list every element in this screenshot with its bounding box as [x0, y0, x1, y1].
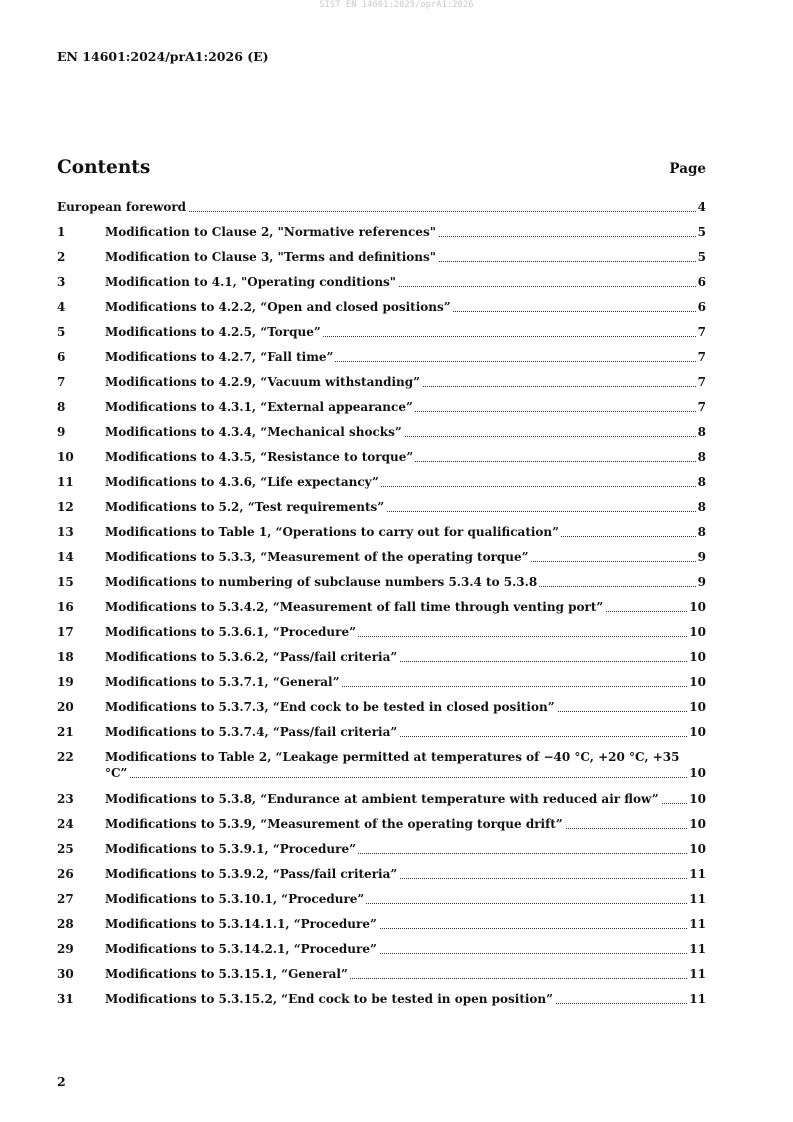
toc-entry-page: 6 — [697, 300, 706, 314]
toc-entry[interactable] — [57, 866, 706, 882]
toc-entry[interactable] — [57, 649, 706, 665]
toc-entry-page: 10 — [689, 792, 706, 806]
toc-entry-number: 29 — [57, 942, 74, 956]
toc-entry-title: Modifications to 4.3.4, “Mechanical shocks” — [105, 425, 402, 439]
toc-entry[interactable] — [57, 449, 706, 465]
toc-entry[interactable] — [57, 549, 706, 565]
toc-entry-number: 26 — [57, 867, 74, 881]
toc-entry-number: 20 — [57, 700, 74, 714]
toc-entry[interactable] — [57, 941, 706, 957]
toc-entry-number: 3 — [57, 275, 66, 289]
toc-entry-page: 11 — [689, 892, 706, 906]
toc-entry[interactable] — [57, 249, 706, 265]
toc-entry-title: Modifications to 4.2.5, “Torque” — [105, 325, 321, 339]
toc-entry-page: 11 — [689, 967, 706, 981]
toc-entry[interactable] — [57, 474, 706, 490]
page-column-label: Page — [669, 161, 706, 177]
toc-entry-title: Modifications to 5.3.6.1, “Procedure” — [105, 625, 356, 639]
toc-entry-page: 10 — [689, 675, 706, 689]
toc-entry[interactable] — [57, 224, 706, 240]
toc-entry-title: Modifications to 5.3.14.1.1, “Procedure” — [105, 917, 377, 931]
toc-entry-page: 6 — [697, 275, 706, 289]
toc-entry-title: Modifications to 5.3.10.1, “Procedure” — [105, 892, 365, 906]
toc-entry-title: Modifications to 5.3.6.2, “Pass/fail criteria” — [105, 650, 398, 664]
toc-entry-page: 11 — [689, 867, 706, 881]
toc-entry-number: 31 — [57, 992, 74, 1006]
toc-entry-number: 14 — [57, 550, 74, 564]
toc-entry[interactable] — [57, 724, 706, 740]
toc-entry-number: 2 — [57, 250, 66, 264]
toc-entry-title: Modifications to 4.2.9, “Vacuum withstanding” — [105, 375, 421, 389]
toc-entry-page: 8 — [697, 475, 706, 489]
toc-entry[interactable] — [57, 624, 706, 640]
toc-entry[interactable] — [57, 299, 706, 315]
toc-entry-number: 18 — [57, 650, 74, 664]
toc-entry[interactable] — [57, 816, 706, 832]
toc-entry-title: Modifications to 4.3.5, “Resistance to torque” — [105, 450, 414, 464]
toc-entry[interactable] — [57, 674, 706, 690]
toc-entry-page: 10 — [689, 842, 706, 856]
toc-entry-page: 10 — [689, 650, 706, 664]
toc-entry[interactable] — [57, 424, 706, 440]
toc-entry[interactable] — [57, 349, 706, 365]
toc-entry-title: Modifications to 5.3.8, “Endurance at ambient temperature with reduced air flow” — [105, 792, 659, 806]
toc-entry[interactable] — [57, 749, 706, 781]
toc-entry[interactable] — [57, 841, 706, 857]
toc-entry-title: Modification to Clause 3, "Terms and definitions" — [105, 250, 436, 264]
toc-entry-page: 11 — [689, 917, 706, 931]
toc-entry-title: Modifications to 5.3.9.2, “Pass/fail criteria” — [105, 867, 398, 881]
toc-entry-number: 19 — [57, 675, 74, 689]
toc-entry[interactable] — [57, 966, 706, 982]
toc-entry[interactable] — [57, 374, 706, 390]
toc-entry-title: Modification to Clause 2, "Normative references" — [105, 225, 436, 239]
toc-entry-title: Modifications to 5.3.15.2, “End cock to be tested in open position” — [105, 992, 554, 1006]
toc-entry-page: 8 — [697, 425, 706, 439]
toc-entry-page: 8 — [697, 450, 706, 464]
toc-entry-number: 1 — [57, 225, 66, 239]
toc-entry[interactable] — [57, 791, 706, 807]
toc-entry-number: 8 — [57, 400, 66, 414]
toc-entry-title: Modifications to 5.3.15.1, “General” — [105, 967, 348, 981]
toc-entry-number: 21 — [57, 725, 74, 739]
toc-entry-page: 7 — [697, 325, 706, 339]
toc-entry-number: 12 — [57, 500, 74, 514]
toc-entry-number: 25 — [57, 842, 74, 856]
toc-entry-title-continued: °C” — [105, 766, 128, 780]
toc-entry-title: Modifications to numbering of subclause numbers 5.3.4 to 5.3.8 — [105, 575, 538, 589]
toc-entry-title: European foreword — [57, 200, 187, 214]
document-header: EN 14601:2024/prA1:2026 (E) — [57, 49, 269, 64]
toc-entry-page: 10 — [689, 700, 706, 714]
toc-entry-page: 11 — [689, 992, 706, 1006]
toc-entry-number: 22 — [57, 750, 74, 764]
toc-entry-number: 5 — [57, 325, 66, 339]
toc-entry-page: 5 — [697, 225, 706, 239]
toc-entry-page: 7 — [697, 400, 706, 414]
toc-entry-page: 8 — [697, 500, 706, 514]
toc-entry[interactable] — [57, 891, 706, 907]
toc-entry[interactable] — [57, 991, 706, 1007]
toc-entry[interactable] — [57, 499, 706, 515]
toc-entry-page: 7 — [697, 375, 706, 389]
toc-entry-number: 10 — [57, 450, 74, 464]
toc-entry[interactable] — [57, 199, 706, 215]
toc-entry[interactable] — [57, 524, 706, 540]
toc-entry-page: 8 — [697, 525, 706, 539]
toc-entry-title: Modifications to 5.2, “Test requirements” — [105, 500, 385, 514]
toc-entry[interactable] — [57, 916, 706, 932]
toc-entry-title: Modifications to Table 1, “Operations to carry out for qualification” — [105, 525, 560, 539]
toc-entry-number: 15 — [57, 575, 74, 589]
toc-entry-number: 27 — [57, 892, 74, 906]
page-number: 2 — [57, 1074, 66, 1089]
toc-entry[interactable] — [57, 574, 706, 590]
contents-title: Contents — [57, 157, 151, 178]
toc-entry[interactable] — [57, 324, 706, 340]
toc-entry-title: Modifications to 5.3.14.2.1, “Procedure” — [105, 942, 377, 956]
toc-entry-title: Modifications to 5.3.7.1, “General” — [105, 675, 340, 689]
toc-entry-page: 9 — [697, 550, 706, 564]
watermark: SIST EN 14601:2025/oprA1:2026 — [319, 0, 474, 10]
toc-entry-title: Modifications to 4.3.6, “Life expectancy” — [105, 475, 379, 489]
toc-entry-number: 30 — [57, 967, 74, 981]
toc-entry-title: Modifications to 5.3.9, “Measurement of the operating torque drift” — [105, 817, 563, 831]
toc-entry-number: 7 — [57, 375, 66, 389]
toc-entry-page: 10 — [689, 625, 706, 639]
toc-entry-page: 10 — [689, 817, 706, 831]
toc-entry-title: Modifications to 4.3.1, “External appearance” — [105, 400, 413, 414]
toc-entry-title: Modifications to 5.3.4.2, “Measurement of fall time through venting port” — [105, 600, 604, 614]
toc-entry[interactable] — [57, 699, 706, 715]
toc-entry-number: 11 — [57, 475, 74, 489]
table-of-contents — [57, 199, 706, 1016]
toc-entry-number: 16 — [57, 600, 74, 614]
toc-entry[interactable] — [57, 274, 706, 290]
toc-entry-title: Modification to 4.1, "Operating conditions" — [105, 275, 397, 289]
toc-entry-page: 7 — [697, 350, 706, 364]
toc-entry-number: 6 — [57, 350, 66, 364]
toc-entry[interactable] — [57, 399, 706, 415]
toc-entry-title: Modifications to 5.3.3, “Measurement of the operating torque” — [105, 550, 529, 564]
toc-entry-title: Modifications to 5.3.7.3, “End cock to be tested in closed position” — [105, 700, 555, 714]
toc-entry-page: 10 — [689, 766, 706, 780]
toc-entry-title: Modifications to 5.3.9.1, “Procedure” — [105, 842, 356, 856]
toc-entry-number: 13 — [57, 525, 74, 539]
toc-entry-page: 4 — [697, 200, 706, 214]
toc-entry-number: 4 — [57, 300, 66, 314]
toc-entry-number: 24 — [57, 817, 74, 831]
toc-entry[interactable] — [57, 599, 706, 615]
toc-entry-number: 9 — [57, 425, 66, 439]
toc-entry-page: 10 — [689, 600, 706, 614]
toc-entry-title: Modifications to 4.2.7, “Fall time” — [105, 350, 334, 364]
toc-entry-page: 5 — [697, 250, 706, 264]
toc-entry-title: Modifications to Table 2, “Leakage permitted at temperatures of −40 °C, +20 °C, +35 — [105, 750, 680, 764]
toc-entry-page: 11 — [689, 942, 706, 956]
toc-entry-number: 17 — [57, 625, 74, 639]
toc-entry-page: 9 — [697, 575, 706, 589]
toc-entry-title: Modifications to 4.2.2, “Open and closed positions” — [105, 300, 451, 314]
toc-entry-number: 28 — [57, 917, 74, 931]
toc-entry-number: 23 — [57, 792, 74, 806]
toc-entry-title: Modifications to 5.3.7.4, “Pass/fail criteria” — [105, 725, 398, 739]
toc-entry-page: 10 — [689, 725, 706, 739]
